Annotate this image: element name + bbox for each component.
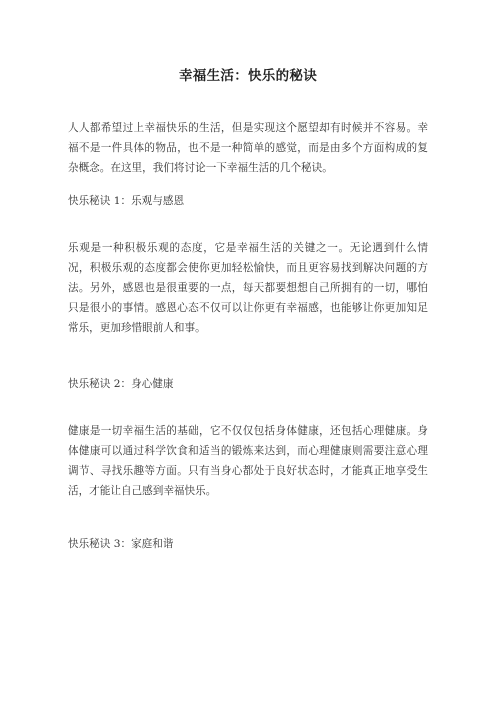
section-heading-3: 快乐秘诀 3：家庭和谐 (68, 538, 174, 550)
document-title: 幸福生活：快乐的秘诀 (179, 68, 317, 84)
section-body-1: 乐观是一种积极乐观的态度，它是幸福生活的关键之一。无论遇到什么情况，积极乐观的态度都会使你更加轻松愉快，而且更容易找到解决问题的方法。另外，感恩也是很重要的一点，每天都要想想自己所拥有的一切，哪怕只是很小的事情。感恩心态不仅可以让你更有幸福感，也能够让你更加知足常乐，更加珍惜眼前人和事。 (68, 242, 428, 334)
section-heading-2: 快乐秘诀 2：身心健康 (68, 378, 174, 390)
section-body-2: 健康是一切幸福生活的基础，它不仅仅包括身体健康，还包括心理健康。身体健康可以通过科学饮食和适当的锻炼来达到，而心理健康则需要注意心理调节、寻找乐趣等方面。只有当身心都处于良好状态时，才能真正地享受生活，才能让自己感到幸福快乐。 (68, 425, 428, 497)
intro-paragraph: 人人都希望过上幸福快乐的生活，但是实现这个愿望却有时候并不容易。幸福不是一件具体的物品，也不是一种简单的感觉，而是由多个方面构成的复杂概念。在这里，我们将讨论一下幸福生活的几个秘诀。 (68, 122, 428, 174)
section-heading-1: 快乐秘诀 1：乐观与感恩 (68, 195, 185, 207)
